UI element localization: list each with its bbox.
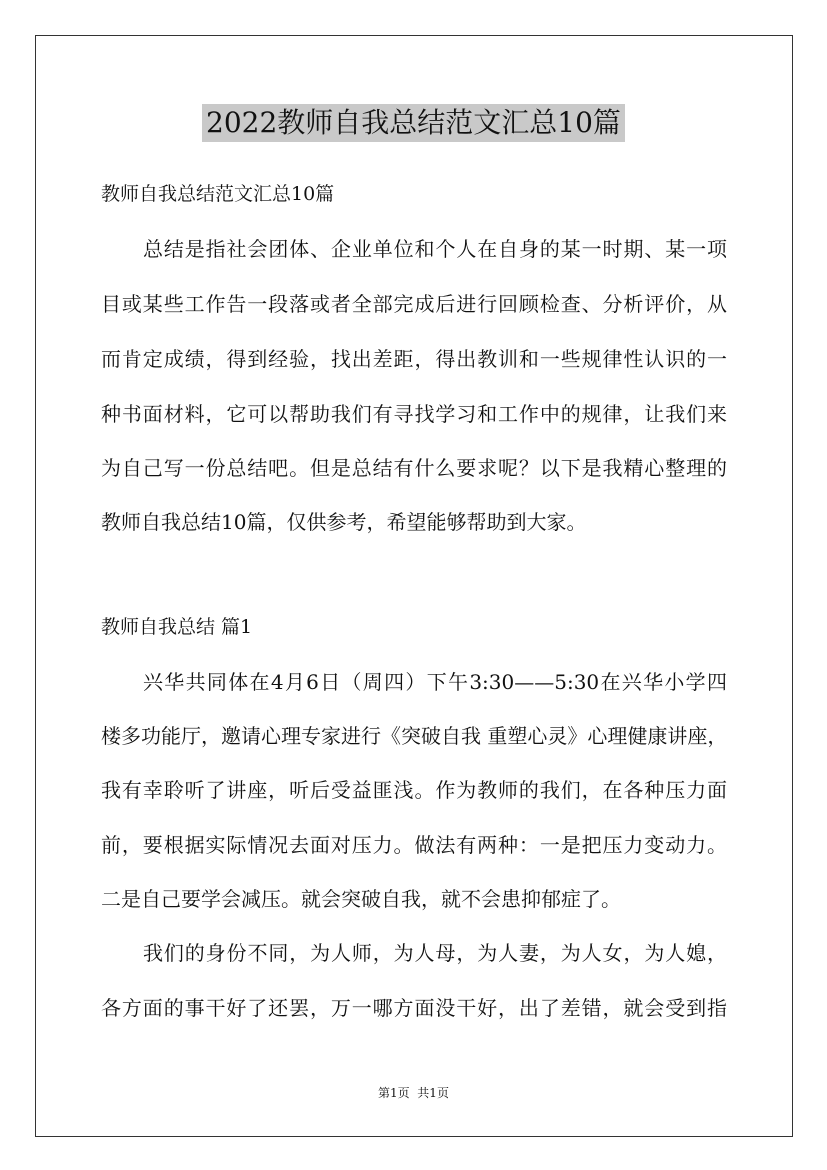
paragraph-line: 各方面的事干好了还罢，万一哪方面没干好，出了差错，就会受到指 (101, 996, 727, 1020)
paragraph-line: 教师自我总结10篇，仅供参考，希望能够帮助到大家。 (101, 510, 587, 534)
paragraph-line: 楼多功能厅，邀请心理专家进行《突破自我 重塑心灵》心理健康讲座， (101, 724, 728, 748)
paragraph-line: 我有幸聆听了讲座，听后受益匪浅。作为教师的我们，在各种压力面 (101, 778, 727, 802)
paragraph-line: 目或某些工作告一段落或者全部完成后进行回顾检查、分析评价，从 (101, 292, 727, 316)
document-title: 2022教师自我总结范文汇总10篇 (202, 104, 625, 142)
title-container (0, 104, 827, 142)
paragraph-line: 总结是指社会团体、企业单位和个人在自身的某一时期、某一项 (143, 237, 727, 261)
section-heading: 教师自我总结 篇1 (101, 616, 253, 638)
paragraph-line: 二是自己要学会减压。就会突破自我，就不会患抑郁症了。 (101, 887, 621, 911)
page-footer: 第1页 共1页 (378, 1086, 449, 1100)
paragraph-line: 为自己写一份总结吧。但是总结有什么要求呢？以下是我精心整理的 (101, 456, 727, 480)
paragraph-line: 种书面材料，它可以帮助我们有寻找学习和工作中的规律，让我们来 (101, 402, 727, 426)
paragraph-line: 前，要根据实际情况去面对压力。做法有两种：一是把压力变动力。 (101, 833, 727, 857)
document-subtitle: 教师自我总结范文汇总10篇 (101, 183, 335, 205)
paragraph-line: 我们的身份不同，为人师，为人母，为人妻，为人女，为人媳， (143, 941, 727, 965)
paragraph-line: 兴华共同体在4月6日（周四）下午3:30——5:30在兴华小学四 (143, 670, 727, 694)
paragraph-line: 而肯定成绩，得到经验，找出差距，得出教训和一些规律性认识的一 (101, 347, 727, 371)
